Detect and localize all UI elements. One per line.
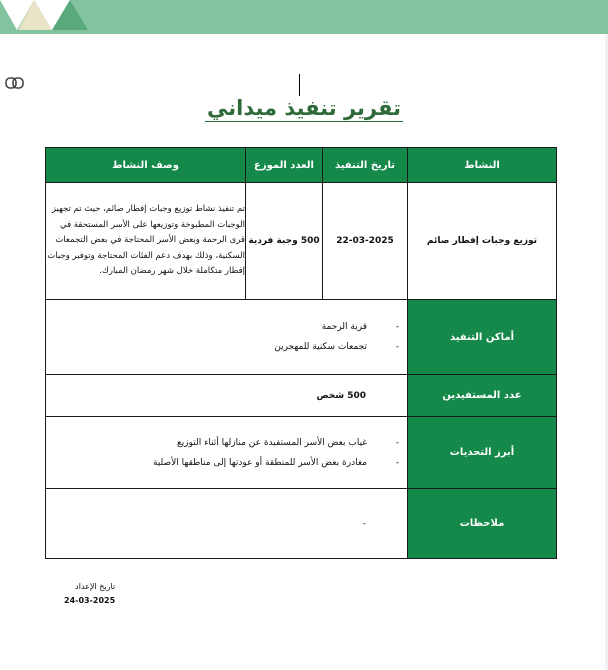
challenges-cell <box>46 417 408 489</box>
page-title <box>0 96 608 120</box>
header-description: وصف النشاط <box>46 148 246 183</box>
challenges-list <box>46 433 407 473</box>
notes-value: - <box>362 518 366 529</box>
count-cell: 500 وجبة فردية <box>246 183 323 300</box>
beneficiaries-value: 500 شخص <box>316 390 366 401</box>
notes-row <box>46 489 557 559</box>
challenges-row <box>46 417 557 489</box>
notes-cell <box>46 489 408 559</box>
preparation-date: 24-03-2025 <box>64 596 116 605</box>
locations-list <box>46 317 407 357</box>
table-row <box>46 183 557 300</box>
table-header-row <box>46 148 557 183</box>
header-count: العدد الموزع <box>246 148 323 183</box>
report-table <box>45 147 557 559</box>
beneficiaries-label: عدد المستفيدين <box>408 375 557 417</box>
preparation-block <box>64 582 115 605</box>
locations-label: أماكن التنفيذ <box>408 300 557 375</box>
challenges-label: أبرز التحديات <box>408 417 557 489</box>
preparation-label: تاريخ الإعداد <box>75 582 116 591</box>
notes-label: ملاحظات <box>408 489 557 559</box>
list-item: - قرية الرحمة <box>46 317 367 337</box>
header-activity: النشاط <box>408 148 557 183</box>
locations-row <box>46 300 557 375</box>
beneficiaries-row <box>46 375 557 417</box>
list-item: - مغادرة بعض الأسر للمنطقة أو عودتها إلى مناطقها الأصلية <box>46 453 367 473</box>
text-cursor <box>299 74 300 96</box>
page-title-text: تقرير تنفيذ ميداني <box>207 96 401 120</box>
header-date: تاريخ التنفيذ <box>323 148 408 183</box>
link-icon[interactable] <box>5 74 25 92</box>
beneficiaries-cell <box>46 375 408 417</box>
activity-cell: توزيع وجبات إفطار صائم <box>408 183 557 300</box>
locations-cell <box>46 300 408 375</box>
list-item: - تجمعات سكنية للمهجرين <box>46 337 367 357</box>
list-item: - غياب بعض الأسر المستفيدة عن منازلها أثناء التوزيع <box>46 433 367 453</box>
band-triangles-icon <box>0 0 110 34</box>
date-cell: 22-03-2025 <box>323 183 408 300</box>
description-cell: تم تنفيذ نشاط توزيع وجبات إفطار صائم، حيث تم تجهيز الوجبات المطبوخة وتوزيعها على الأسر المستحقة في قرى الرحمة وبعض الأسر المحتاجة في بعض التجمعات السكنية، وذلك بهدف دعم الفئات المحتاجة وتوفير وجبات إفطار متكاملة خلال شهر رمضان المبارك. <box>46 183 246 300</box>
